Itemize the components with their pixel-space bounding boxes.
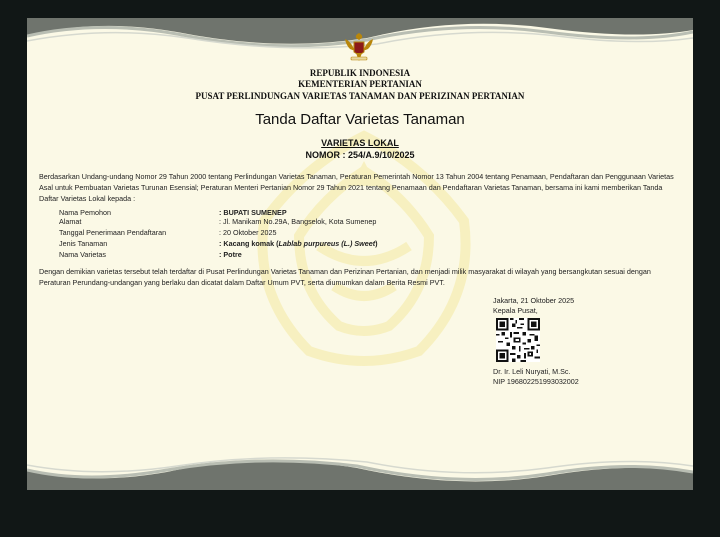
applicant-value: : BUPATI SUMENEP — [219, 208, 287, 217]
address-label: Alamat — [59, 217, 82, 226]
species-value — [219, 239, 378, 248]
address-value: : Jl. Manikam No.29A, Bangselok, Kota Sumenep — [219, 217, 377, 226]
header-country: REPUBLIK INDONESIA — [309, 68, 411, 78]
species-label: Jenis Tanaman — [59, 239, 108, 248]
ministry-watermark-icon — [239, 126, 489, 376]
date-label: Tanggal Penerimaan Pendaftaran — [59, 228, 167, 237]
qr-code-icon[interactable] — [496, 318, 540, 362]
bottom-border-ornament — [27, 456, 693, 490]
applicant-label: Nama Pemohon — [59, 208, 111, 217]
signatory-name: Dr. Ir. Leli Nuryati, M.Sc. — [493, 367, 571, 376]
signature-position: Kepala Pusat, — [493, 306, 538, 315]
certificate — [27, 18, 693, 490]
certificate-title: Tanda Daftar Varietas Tanaman — [255, 111, 465, 128]
header-agency: PUSAT PERLINDUNGAN VARIETAS TANAMAN DAN PERIZINAN PERTANIAN — [195, 91, 525, 101]
certificate-number: NOMOR : 254/A.9/10/2025 — [305, 150, 415, 160]
closing-paragraph: Dengan demikian varietas tersebut telah terdaftar di Pusat Perlindungan Varietas Tanaman dan Perizinan Pertanian, dan menjadi milik masyarakat di wilayah yang bersangkutan sesuai dengan Peraturan Perundang-undangan yang berlaku dan dicatat dalam Daftar Umum PVT, serta diumumkan dalam Berita Resmi PVT. — [39, 267, 651, 287]
signature-place-date: Jakarta, 21 Oktober 2025 — [493, 296, 575, 305]
species-prefix: : Kacang komak ( — [219, 239, 279, 248]
variety-label: Nama Varietas — [59, 250, 107, 259]
signatory-nip: NIP 196802251993032002 — [493, 377, 579, 386]
species-suffix: ) — [375, 239, 378, 248]
certificate-subtitle: VARIETAS LOKAL — [321, 138, 399, 148]
species-latin: Lablab purpureus (L.) Sweet — [278, 239, 376, 248]
header-ministry: KEMENTERIAN PERTANIAN — [298, 79, 422, 89]
garuda-emblem-icon — [343, 31, 375, 63]
date-value: : 20 Oktober 2025 — [219, 228, 277, 237]
intro-paragraph: Berdasarkan Undang-undang Nomor 29 Tahun 2000 tentang Perlindungan Varietas Tanaman, Peraturan Pemerintah Nomor 13 Tahun 2004 tentang Penamaan, Pendaftaran dan Penggunaan Varietas Asal untuk Pembuatan Varietas Turunan Esensial; Peraturan Menteri Pertanian Nomor 29 Tahun 2021 tentang Penamaan dan Pendaftaran Varietas Tanaman, bersama ini kami memberikan Tanda Daftar Varietas Lokal kepada : — [39, 172, 674, 203]
variety-value: : Potre — [219, 250, 242, 259]
